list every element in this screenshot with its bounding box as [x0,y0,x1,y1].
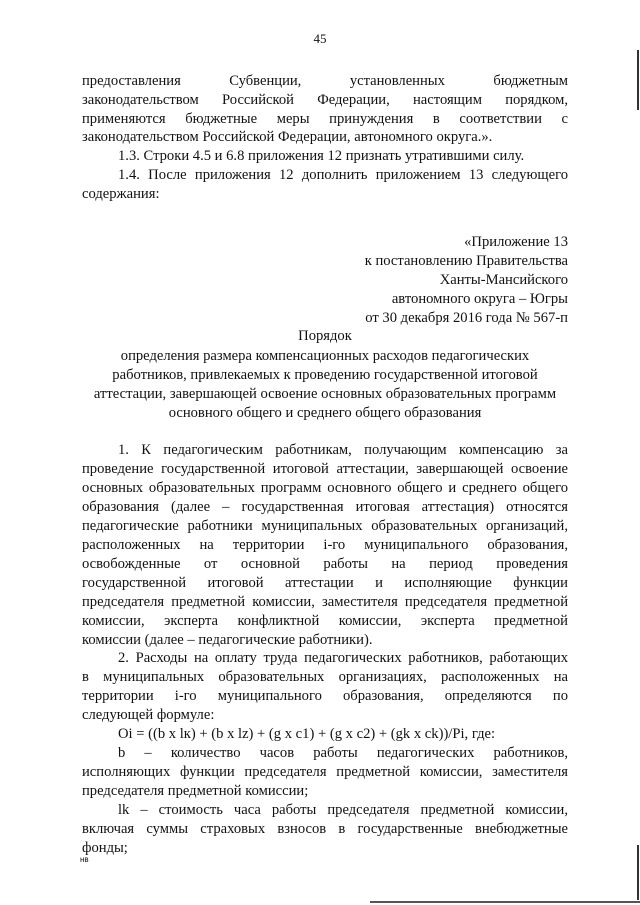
body-line: проведение государственной итоговой аттестации, завершающей освоение [82,461,568,477]
appendix-line: к постановлению Правительства [364,253,568,269]
appendix-line: Ханты-Мансийского [439,272,568,288]
text-line: применяются бюджетные меры принуждения в соответствии с [82,111,568,127]
scan-edge [637,50,639,110]
body-line: b – количество часов работы педагогических работников, [118,745,568,761]
scan-edge [370,901,640,903]
formula-line: Oi = ((b x lк) + (b x lz) + (g x c1) + (g x c2) + (gk x ck))/Pi, где: [118,726,496,742]
appendix-line: автономного округа – Югры [391,291,568,307]
body-line: председателя предметной комиссии, заместителя председателя предметной [82,594,568,610]
subtitle-line: аттестации, завершающей освоение основных образовательных программ [93,386,557,402]
scan-edge [637,845,639,900]
document-title: Порядок [298,328,352,344]
text-line: законодательством Российской Федерации, автономного округа.». [82,129,493,145]
footer-mark: нв [80,855,89,864]
body-line: комиссии, эксперта конфликтной комиссии, эксперта предметной [82,613,568,629]
subtitle-line: работников, привлекаемых к проведению государственной итоговой [112,367,538,383]
body-line: педагогические работники муниципальных образовательных организаций, [82,518,568,534]
text-line: 1.4. После приложения 12 дополнить приложением 13 следующего [118,167,568,183]
body-line: основных образовательных программ основного общего и среднего общего [82,480,568,496]
body-line: следующей формуле: [82,707,215,723]
appendix-line: от 30 декабря 2016 года № 567-п [365,310,568,326]
body-line: председателя предметной комиссии; [82,783,309,799]
text-line: 1.3. Строки 4.5 и 6.8 приложения 12 признать утратившими силу. [118,148,525,164]
page-number: 45 [313,31,327,46]
subtitle-line: определения размера компенсационных расходов педагогических [120,348,530,364]
subtitle-line: основного общего и среднего общего образования [168,405,482,421]
body-line: расположенных на территории i-го муниципального образования, [82,537,568,553]
body-line: 1. К педагогическим работникам, получающим компенсацию за [118,442,568,458]
body-line: в муниципальных образовательных организациях, расположенных на [82,669,568,685]
body-line: территории i-го муниципального образования, определяются по [82,688,568,704]
appendix-line: «Приложение 13 [464,234,568,250]
body-line: lk – стоимость часа работы председателя предметной комиссии, [118,802,568,818]
body-line: государственной итоговой аттестации и исполняющие функции [82,575,568,591]
text-line: предоставления Субвенции, установленных бюджетным [82,73,568,89]
body-line: комиссии (далее – педагогические работники). [82,632,373,648]
body-line: образования (далее – государственная итоговая аттестация) относятся [82,499,568,515]
body-line: освобожденные от основной работы на период проведения [82,556,568,572]
body-line: 2. Расходы на оплату труда педагогических работников, работающих [118,650,568,666]
body-line: включая суммы страховых взносов в государственные внебюджетные [82,821,568,837]
text-line: содержания: [82,186,160,202]
text-line: законодательством Российской Федерации, настоящим порядком, [82,92,568,108]
body-line: исполняющих функции председателя предметной комиссии, заместителя [82,764,568,780]
body-line: фонды; [82,840,128,856]
